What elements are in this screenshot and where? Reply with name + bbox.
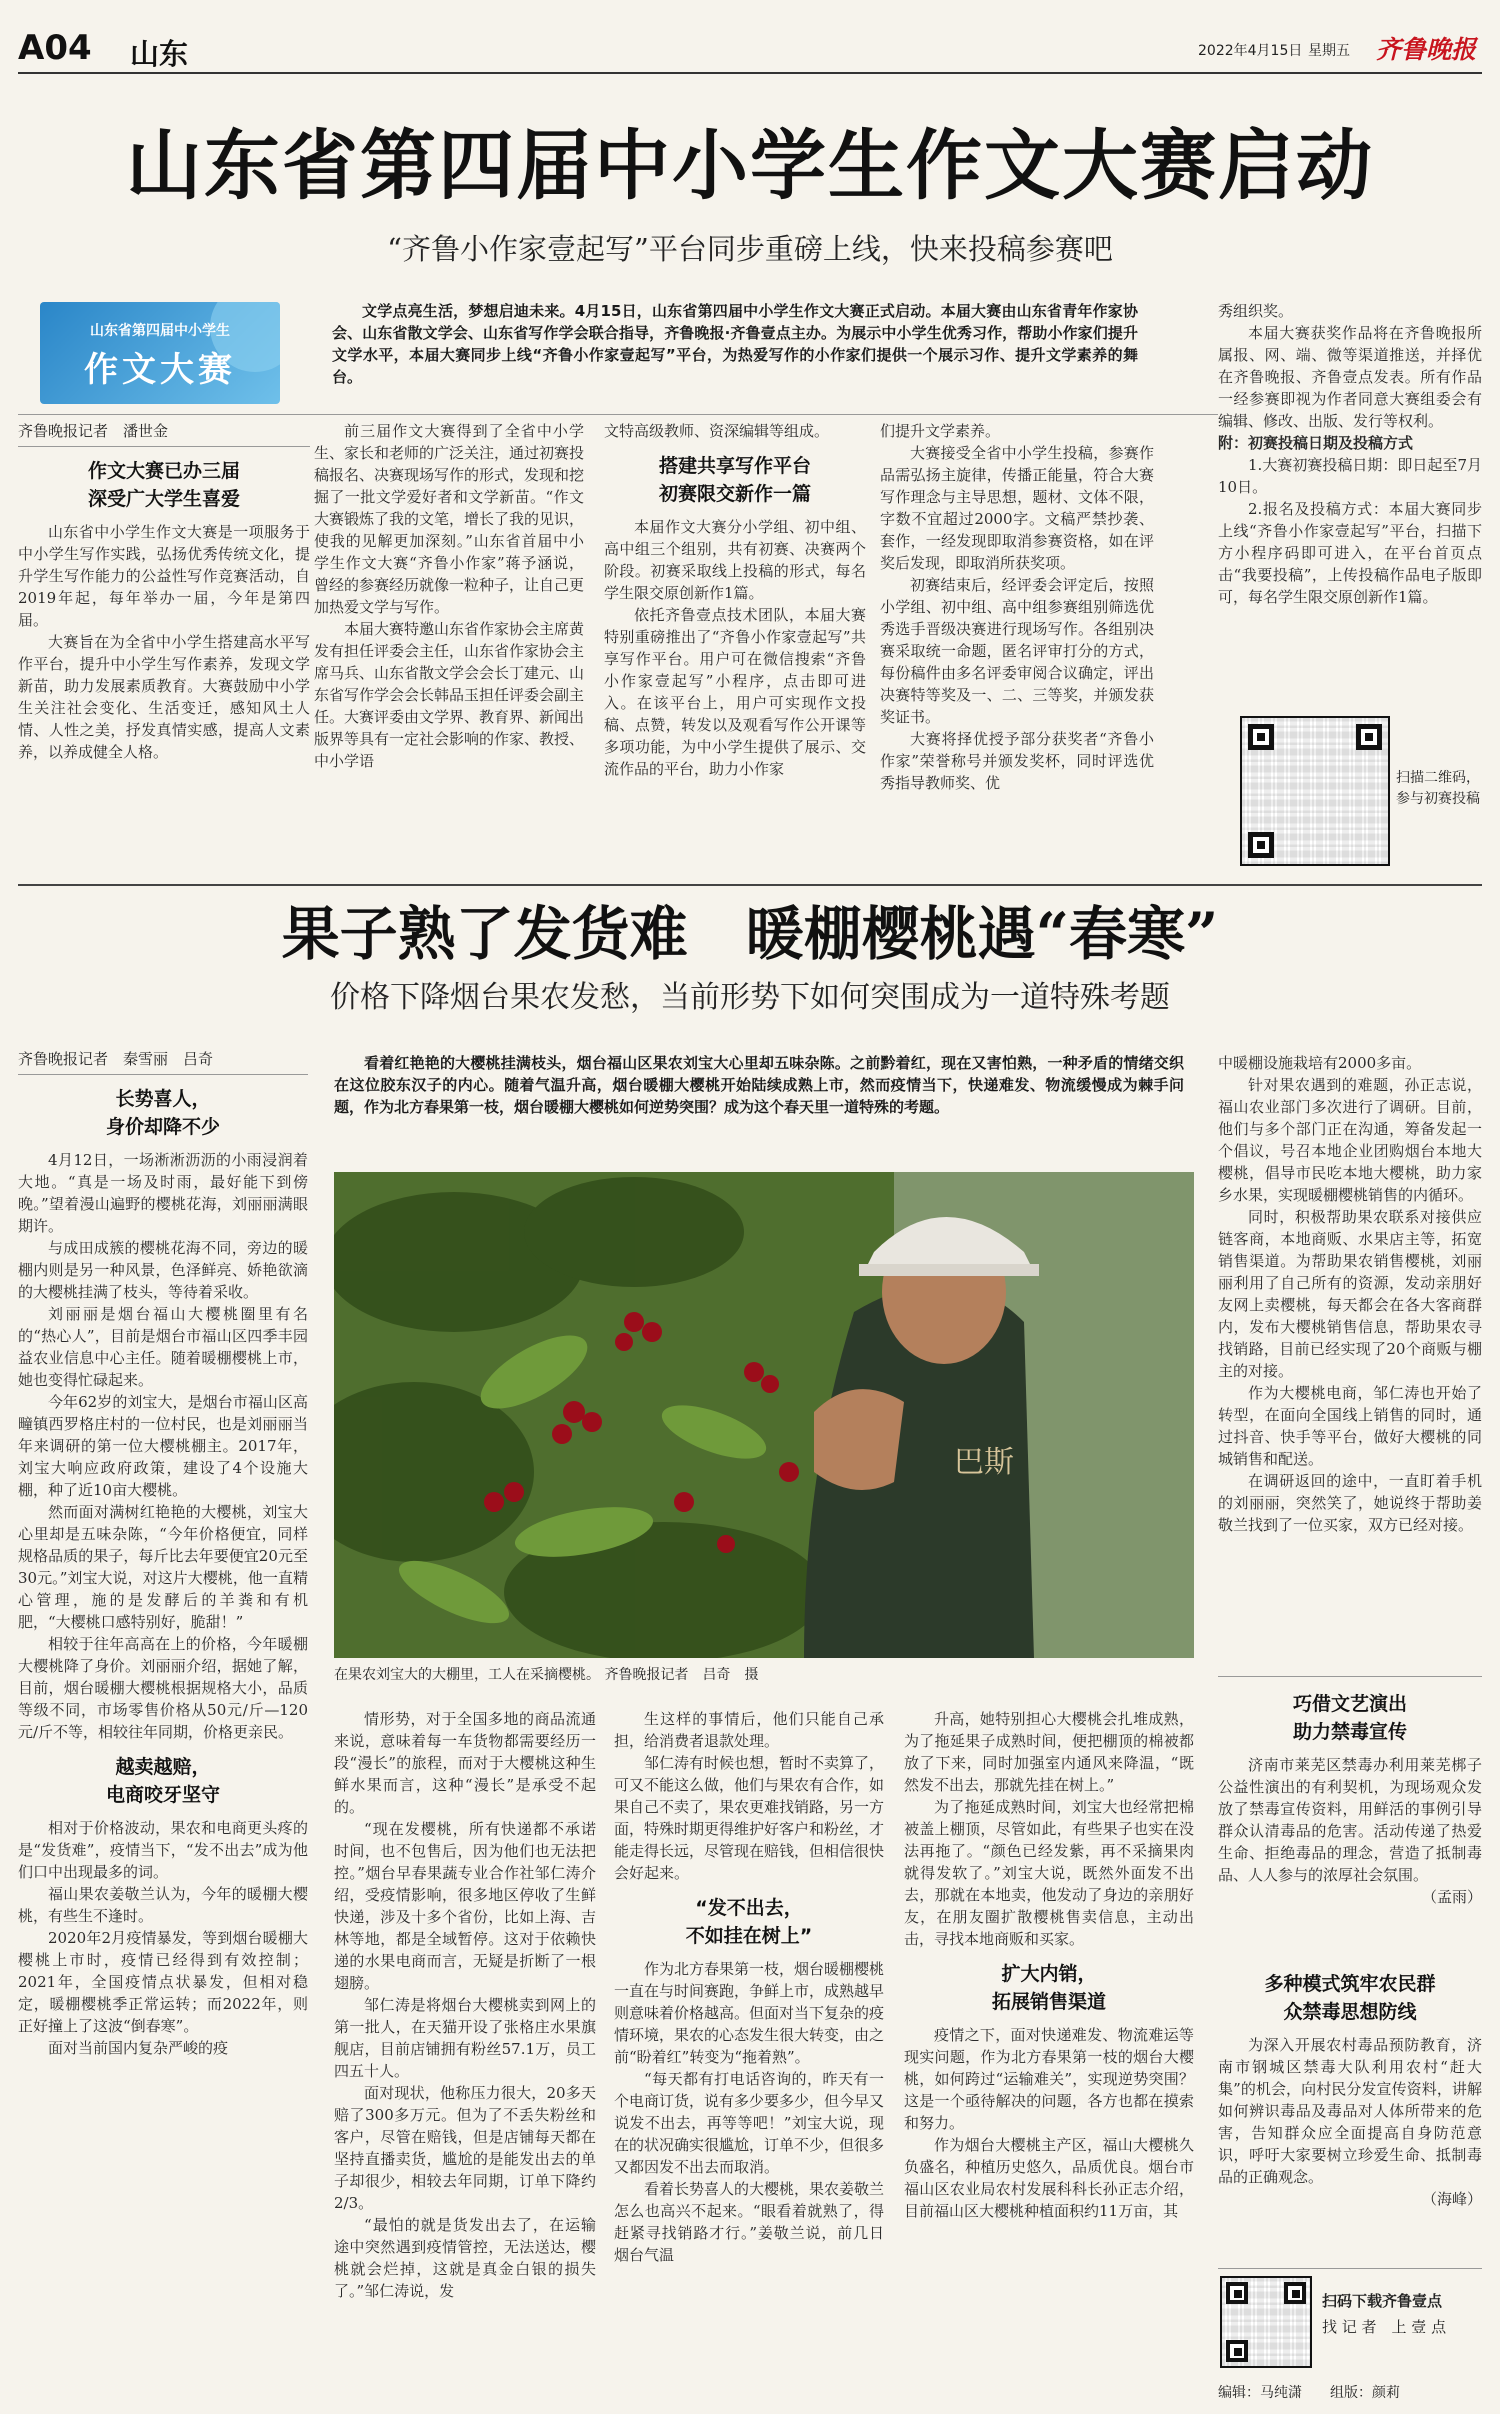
article2-column-D	[904, 1708, 1194, 2398]
article1-divider	[18, 414, 1218, 415]
article1-subhead-2: 搭建共享写作平台 初赛限交新作一篇	[658, 455, 811, 505]
article2-subhead-4: 扩大内销， 拓展销售渠道	[991, 1963, 1106, 2013]
article1-subhead-1: 作文大赛已办三届 深受广大学生喜爱	[87, 460, 240, 510]
paragraph: 中暖棚设施栽培有2000多亩。	[1218, 1054, 1422, 1072]
paragraph: 相对于价格波动，果农和电商更头疼的是“发货难”，疫情当下，“发不出去”成为他们口中出现最多的词。	[18, 1819, 308, 1881]
paragraph: 相较于往年高高在上的价格，今年暖棚大樱桃降了身价。刘丽丽介绍，据她了解，目前，烟台暖棚大樱桃根据规格大小，品质等级不同，市场零售价格从50元/斤—120元/斤不等，相较往年同期，价格更亲民。	[18, 1635, 308, 1741]
paragraph: 大赛将择优授予部分获奖者“齐鲁小作家”荣誉称号并颁发奖杯，同时评选优秀指导教师奖、优	[880, 730, 1154, 792]
brief1-title: 巧借文艺演出 助力禁毒宣传	[1292, 1693, 1407, 1743]
article1-byline: 齐鲁晚报记者 潘世金	[18, 420, 310, 447]
article1-column-2	[314, 420, 584, 872]
headline-essay-contest: 山东省第四届中小学生作文大赛启动	[126, 121, 1374, 210]
headline-cherry: 果子熟了发货难 暖棚樱桃遇“春寒”	[281, 900, 1219, 968]
paragraph: 本届大赛特邀山东省作家协会主席黄发有担任评委会主任，山东省作家协会主席马兵、山东省散文学会会长丁建元、山东省写作学会会长韩品玉担任评委会副主任。大赛评委由文学界、教育界、新闻出版界等具有一定社会影响的作家、教授、中小学语	[314, 620, 584, 770]
paragraph: 邹仁涛有时候也想，暂时不卖算了，可又不能这么做，他们与果农有合作，如果自己不卖了，果农更难找销路，另一方面，特殊时期更得维护好客户和粉丝，才能走得长远，尽管现在赔钱，但相信很快会好起来。	[614, 1754, 884, 1882]
newspaper-logo: 齐鲁晚报	[1376, 35, 1477, 64]
paragraph: 然而面对满树红艳艳的大樱桃，刘宝大心里却是五味杂陈，“今年价格便宜，同样规格品质的果子，每斤比去年要便宜20元至30元。”刘宝大说，对这片大樱桃，他一直精心管理，施的是发酵后的羊粪和有机肥，“大樱桃口感特别好，脆甜！”	[18, 1503, 308, 1631]
paragraph: 今年62岁的刘宝大，是烟台市福山区高疃镇西罗格庄村的一位村民，也是刘丽丽当年来调研的第一位大樱桃棚主。2017年，刘宝大响应政府政策，建设了4个设施大棚，种了近10亩大樱桃。	[18, 1393, 308, 1499]
section-divider	[18, 884, 1482, 886]
paragraph: 生这样的事情后，他们只能自己承担，给消费者退款处理。	[614, 1710, 884, 1750]
paragraph: “最怕的就是货发出去了，在运输途中突然遇到疫情管控，无法送达，樱桃就会烂掉，这就是真金白银的损失了。”邹仁涛说，发	[334, 2216, 596, 2300]
paragraph: 为了拖延成熟时间，刘宝大也经常把棉被盖上棚顶，尽管如此，有些果子也实在没法再拖了。“颜色已经发紫，再不采摘果肉就得发软了。”刘宝大说，既然外面发不出去，那就在本地卖，他发动了身边的亲朋好友，在朋友圈扩散樱桃售卖信息，主动出击，寻找本地商贩和买家。	[904, 1798, 1194, 1948]
paragraph: 与成田成簇的樱桃花海不同，旁边的暖棚内则是另一种风景，色泽鲜亮、娇艳欲滴的大樱桃挂满了枝头，等待着采收。	[18, 1239, 308, 1301]
page-header	[18, 22, 1482, 74]
contest-qr-code[interactable]	[1240, 716, 1390, 866]
article2-column-A	[18, 1048, 308, 2398]
paragraph: 作为大樱桃电商，邹仁涛也开始了转型，在面向全国线上销售的同时，通过抖音、快手等平台，做好大樱桃的同城销售和配送。	[1218, 1384, 1482, 1468]
layout-credit: 组版：颜莉	[1330, 2385, 1400, 2401]
paragraph: 大赛旨在为全省中小学生搭建高水平写作平台，提升中小学生写作素养，发现文学新苗，助力发展素质教育。大赛鼓励中小学生关注社会变化、生活变迁，感知风土人情、人性之美，抒发真情实感，提高人文素养，以养成健全人格。	[18, 633, 310, 761]
paragraph: 面对当前国内复杂严峻的疫	[48, 2039, 229, 2057]
brief-rural-anti-drug	[1218, 1960, 1482, 2260]
issue-weekday: 星期五	[1308, 43, 1350, 59]
paragraph: 看着长势喜人的大樱桃，果农姜敬兰怎么也高兴不起来。“眼看着就熟了，得赶紧寻找销路才行。”姜敬兰说，前几日烟台气温	[614, 2180, 884, 2264]
article2-column-C	[614, 1708, 884, 2398]
article2-subhead-1: 长势喜人， 身价却降不少	[105, 1088, 220, 1138]
svg-text:巴斯: 巴斯	[954, 1445, 1014, 1480]
brief2-title: 多种模式筑牢农民群 众禁毒思想防线	[1264, 1973, 1436, 2023]
paragraph: 4月12日，一场淅淅沥沥的小雨浸润着大地。“真是一场及时雨，最好能下到傍晚。”望着漫山遍野的樱桃花海，刘丽丽满眼期许。	[18, 1151, 308, 1235]
brief1-body: 济南市莱芜区禁毒办利用莱芜梆子公益性演出的有利契机，为现场观众发放了禁毒宣传资料，用鲜活的事例引导群众认清毒品的危害。活动传递了热爱生命、拒绝毒品的理念，营造了抵制毒品、人人参与的浓厚社会氛围。	[1218, 1756, 1482, 1884]
article2-lead: 看着红艳艳的大樱桃挂满枝头，烟台福山区果农刘宝大心里却五味杂陈。之前黔着红，现在又害怕熟，一种矛盾的情绪交织在这位胶东汉子的内心。随着气温升高，烟台暖棚大樱桃开始陆续成熟上市，然而疫情当下，快递难发、物流缓慢成为棘手问题，作为北方春果第一枝，烟台暖棚大樱桃如何逆势突围？成为这个春天里一道特殊的考题。	[334, 1054, 1184, 1116]
brief-divider	[1218, 1676, 1482, 1677]
submission-note-heading: 附：初赛投稿日期及投稿方式	[1218, 434, 1414, 452]
app-download-qr-code[interactable]	[1220, 2276, 1312, 2368]
paragraph: 升高，她特别担心大樱桃会扎堆成熟，为了拖延果子成熟时间，便把棚顶的棉被都放了下来，同时加强室内通风来降温，“既然发不出去，那就先挂在树上。”	[904, 1710, 1194, 1794]
paragraph: 同时，积极帮助果农联系对接供应链客商，本地商贩、水果店主等，拓宽销售渠道。为帮助果农销售樱桃，刘丽丽利用了自己所有的资源，发动亲朋好友网上卖樱桃，每天都会在各大客商群内，发布大樱桃销售信息，帮助果农寻找销路，目前已经实现了20个商贩与棚主的对接。	[1218, 1208, 1482, 1380]
paragraph: 2020年2月疫情暴发，等到烟台暖棚大樱桃上市时，疫情已经得到有效控制；2021年，全国疫情点状暴发，但相对稳定，暖棚樱桃季正常运转；而2022年，则正好撞上了这波“倒春寒”。	[18, 1929, 308, 2035]
article2-column-B	[334, 1708, 596, 2398]
paragraph: 山东省中小学生作文大赛是一项服务于中小学生写作实践，弘扬优秀传统文化，提升学生写作能力的公益性写作竞赛活动，自2019年起，每年举办一届，今年是第四届。	[18, 523, 310, 629]
submission-method: 2.报名及投稿方式：本届大赛同步上线“齐鲁小作家壹起写”平台，扫描下方小程序码即可进入，在平台首页点击“我要投稿”，上传投稿作品电子版即可，每名学生限交原创新作1篇。	[1218, 500, 1482, 606]
photo-caption: 在果农刘宝大的大棚里，工人在采摘樱桃。 齐鲁晚报记者 吕奇 摄	[334, 1667, 759, 1683]
brief2-author: （海峰）	[1421, 2190, 1482, 2208]
paragraph: 面对现状，他称压力很大，20多天赔了300多万元。但为了不丢失粉丝和客户，尽管在赔钱，但是店铺每天都在坚持直播卖货，尴尬的是能发出去的单子却很少，相较去年同期，订单下降约2/3。	[334, 2084, 596, 2212]
paragraph: 在调研返回的途中，一直盯着手机的刘丽丽，突然笑了，她说终于帮助姜敬兰找到了一位买家，双方已经对接。	[1218, 1472, 1482, 1534]
app-download-line2: 找 记 者 上 壹 点	[1322, 2318, 1447, 2336]
paragraph: “现在发樱桃，所有快递都不承诺时间，也不包售后，因为他们也无法把控。”烟台早春果蔬专业合作社邹仁涛介绍，受疫情影响，很多地区停收了生鲜快递，涉及十多个省份，比如上海、吉林等地，都是全域暂停。这对于依赖快递的水果电商而言，无疑是折断了一根翅膀。	[334, 1820, 596, 1992]
paragraph: 秀组织奖。	[1218, 302, 1294, 320]
brief1-author: （孟雨）	[1421, 1888, 1482, 1906]
subheadline-essay-contest: “齐鲁小作家壹起写”平台同步重磅上线，快来投稿参赛吧	[387, 232, 1113, 266]
brief-anti-drug-performance	[1218, 1680, 1482, 1980]
paragraph: 作为北方春果第一枝，烟台暖棚樱桃一直在与时间赛跑，争鲜上市，成熟越早则意味着价格越高。但面对当下复杂的疫情环境，果农的心态发生很大转变，由之前“盼着红”转变为“拖着熟”。	[614, 1960, 884, 2066]
paragraph: 疫情之下，面对快递难发、物流难运等现实问题，作为北方春果第一枝的烟台大樱桃，如何跨过“运输难关”，实现逆势突围？这是一个亟待解决的问题，各方也都在摸索和努力。	[904, 2026, 1194, 2132]
editor-credit: 编辑：马纯潇	[1218, 2385, 1302, 2401]
article1-column-4	[880, 420, 1154, 872]
paragraph: 前三届作文大赛得到了全省中小学生、家长和老师的广泛关注，通过初赛投稿报名、决赛现场写作的形式，发现和挖掘了一批文学爱好者和文学新苗。“作文大赛锻炼了我的文笔，增长了我的见识，使我的见解更加深刻。”山东省首届中小学生作文大赛“齐鲁小作家”蒋予涵说，曾经的参赛经历就像一粒种子，让自己更加热爱文学与写作。	[314, 422, 584, 616]
subheadline-cherry: 价格下降烟台果农发愁，当前形势下如何突围成为一道特殊考题	[330, 980, 1170, 1015]
paragraph: 福山果农姜敬兰认为，今年的暖棚大樱桃，有些生不逢时。	[18, 1885, 308, 1925]
article1-column-5	[1218, 300, 1482, 710]
paragraph: 本届作文大赛分小学组、初中组、高中组三个组别，共有初赛、决赛两个阶段。初赛采取线上投稿的形式，每名学生限交原创新作1篇。	[604, 518, 866, 602]
submission-date: 1.大赛初赛投稿日期：即日起至7月10日。	[1218, 456, 1482, 496]
qr-caption: 扫描二维码，参与初赛投稿	[1396, 770, 1480, 807]
paragraph: 针对果农遇到的难题，孙正志说，福山农业部门多次进行了调研。目前，他们与多个部门正在沟通，筹备发起一个倡议，号召本地企业团购烟台本地大樱桃，倡导市民吃本地大樱桃，助力家乡水果，实现暖棚樱桃销售的内循环。	[1218, 1076, 1482, 1204]
article1-column-1	[18, 420, 310, 872]
paragraph: “每天都有打电话咨询的，昨天有一个电商订货，说有多少要多少，但今早又说发不出去，再等等吧！”刘宝大说，现在的状况确实很尴尬，订单不少，但很多又都因发不出去而取消。	[614, 2070, 884, 2176]
paragraph: 作为烟台大樱桃主产区，福山大樱桃久负盛名，种植历史悠久，品质优良。烟台市福山区农业局农村发展科科长孙正志介绍，目前福山区大樱桃种植面积约11万亩，其	[904, 2136, 1194, 2220]
paragraph: 刘丽丽是烟台福山大樱桃圈里有名的“热心人”，目前是烟台市福山区四季丰园益农业信息中心主任。随着暖棚樱桃上市，她也变得忙碌起来。	[18, 1305, 308, 1389]
page-number: A04	[18, 28, 92, 68]
issue-date: 2022年4月15日	[1198, 43, 1303, 59]
photo-illustration	[334, 1172, 1194, 1658]
article2-subhead-3: “发不出去， 不如挂在树上”	[685, 1897, 813, 1947]
paragraph: 本届大赛获奖作品将在齐鲁晚报所属报、网、端、微等渠道推送，并择优在齐鲁晚报、齐鲁壹点发表。所有作品一经参赛即视为作者同意大赛组委会有编辑、修改、出版、发行等权利。	[1218, 324, 1482, 430]
paragraph: 初赛结束后，经评委会评定后，按照小学组、初中组、高中组参赛组别筛选优秀选手晋级决赛进行现场写作。各组别决赛采取统一命题，匿名评审打分的方式，每份稿件由多名评委审阅合议确定，评出决赛特等奖及一、二、三等奖，并颁发获奖证书。	[880, 576, 1154, 726]
paragraph: 依托齐鲁壹点技术团队，本届大赛特别重磅推出了“齐鲁小作家壹起写”共享写作平台。用户可在微信搜索“齐鲁小作家壹起写”小程序，点击即可进入。在该平台上，用户可实现作文投稿、点赞，转发以及观看写作公开课等多项功能，为中小学生提供了展示、交流作品的平台，助力小作家	[604, 606, 866, 778]
brief2-body: 为深入开展农村毒品预防教育，济南市钢城区禁毒大队利用农村“赶大集”的机会，向村民分发宣传资料，讲解如何辨识毒品及毒品对人体所带来的危害，告知群众应全面提高自身防范意识，呼吁大家要树立珍爱生命、抵制毒品的正确观念。	[1218, 2036, 1482, 2186]
paragraph: 邹仁涛是将烟台大樱桃卖到网上的第一批人，在天猫开设了张格庄水果旗舰店，目前店铺拥有粉丝57.1万，员工四五十人。	[334, 1996, 596, 2080]
paragraph: 们提升文学素养。	[880, 422, 1001, 440]
paragraph: 文特高级教师、资深编辑等组成。	[604, 422, 830, 440]
section-name: 山东	[130, 37, 189, 71]
article2-subhead-2: 越卖越赔， 电商咬牙坚守	[105, 1756, 220, 1806]
app-download-line1: 扫码下载齐鲁壹点	[1322, 2292, 1443, 2310]
logo-line2: 作文大赛	[84, 350, 236, 390]
cherry-photo	[334, 1172, 1194, 1658]
logo-line1: 山东省第四届中小学生	[90, 323, 230, 339]
paragraph: 情形势，对于全国多地的商品流通来说，意味着每一车货物都需要经历一段“漫长”的旅程，而对于大樱桃这种生鲜水果而言，这种“漫长”是承受不起的。	[334, 1710, 596, 1816]
article1-lead: 文学点亮生活，梦想启迪未来。4月15日，山东省第四届中小学生作文大赛正式启动。本届大赛由山东省青年作家协会、山东省散文学会、山东省写作学会联合指导，齐鲁晚报·齐鲁壹点主办。为展示中小学生优秀习作，帮助小作家们提升文学水平，本届大赛同步上线“齐鲁小作家壹起写”平台，为热爱写作的小作家们提供一个展示习作、提升文学素养的舞台。	[332, 302, 1138, 386]
article1-column-3	[604, 420, 866, 872]
article2-byline: 齐鲁晚报记者 秦雪丽 吕奇	[18, 1048, 308, 1075]
footer-divider	[1218, 2268, 1482, 2269]
paragraph: 大赛接受全省中小学生投稿，参赛作品需弘扬主旋律，传播正能量，符合大赛写作理念与主导思想，题材、文体不限，字数不宜超过2000字。文稿严禁抄袭、套作，一经发现即取消参赛资格，如在评奖后发现，即取消所获奖项。	[880, 444, 1154, 572]
article2-column-E	[1218, 1052, 1482, 1672]
contest-logo	[40, 302, 280, 404]
